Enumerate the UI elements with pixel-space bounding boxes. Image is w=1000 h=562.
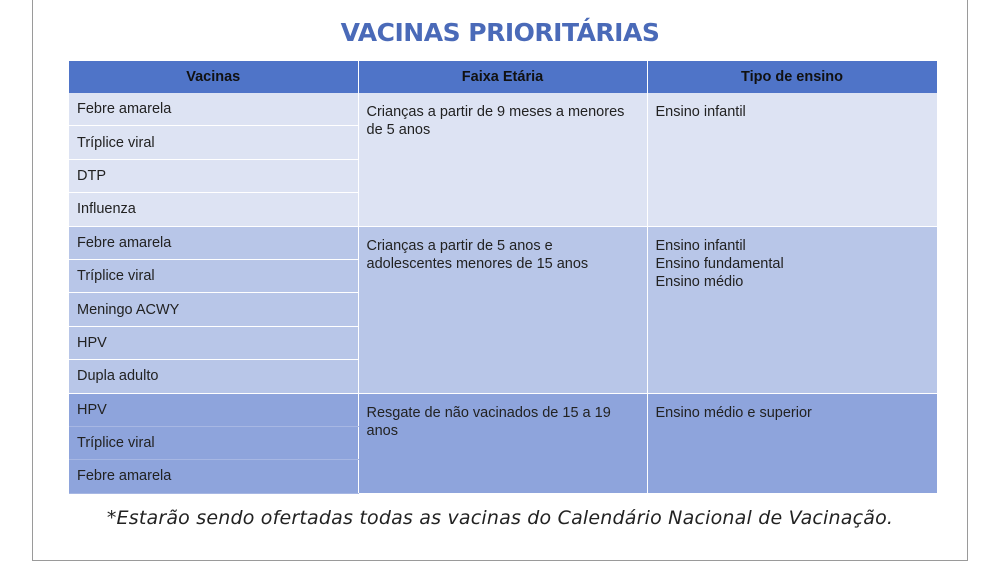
education-item: Ensino infantil	[655, 104, 746, 120]
footnote: *Estarão sendo ofertadas todas as vacinas do Calendário Nacional de Vacinação.	[106, 507, 894, 529]
table-row	[69, 393, 937, 426]
education-item: Ensino médio e superior	[655, 404, 812, 421]
education-cell	[647, 93, 937, 226]
age-range-cell: Crianças a partir de 9 meses a menores de 5 anos	[358, 93, 647, 226]
vaccine-cell: Influenza	[69, 193, 358, 226]
age-range-cell: Crianças a partir de 5 anos e adolescentes menores de 15 anos	[358, 226, 647, 393]
vaccine-cell: Febre amarela	[69, 460, 358, 493]
vaccine-cell: Dupla adulto	[69, 360, 358, 393]
education-cell	[647, 393, 937, 493]
education-item: Ensino médio	[655, 273, 744, 290]
page-title: VACINAS PRIORITÁRIAS	[340, 18, 660, 47]
vaccine-cell: Tríplice viral	[69, 426, 358, 459]
vaccine-cell: Tríplice viral	[69, 126, 358, 159]
vaccine-cell: Febre amarela	[69, 226, 358, 259]
header-tipo-de-ensino: Tipo de ensino	[647, 61, 937, 93]
header-faixa-etaria: Faixa Etária	[358, 61, 647, 93]
group-1	[69, 93, 937, 226]
vaccine-cell: DTP	[69, 159, 358, 192]
vaccine-cell: Tríplice viral	[69, 259, 358, 292]
vaccine-table	[69, 61, 938, 494]
vaccine-cell: HPV	[69, 326, 358, 359]
table-row	[69, 93, 937, 126]
age-range-cell: Resgate de não vacinados de 15 a 19 anos	[358, 393, 647, 493]
table-row	[69, 226, 937, 259]
group-2	[69, 226, 937, 393]
header-vacinas: Vacinas	[69, 61, 358, 93]
vaccine-cell: Meningo ACWY	[69, 293, 358, 326]
education-item: Ensino fundamental	[655, 255, 784, 272]
group-3	[69, 393, 937, 493]
vaccine-cell: Febre amarela	[69, 93, 358, 126]
education-item: Ensino infantil	[655, 237, 746, 254]
table-header-row	[69, 61, 937, 93]
vaccine-cell: HPV	[69, 393, 358, 426]
education-cell	[647, 226, 937, 393]
